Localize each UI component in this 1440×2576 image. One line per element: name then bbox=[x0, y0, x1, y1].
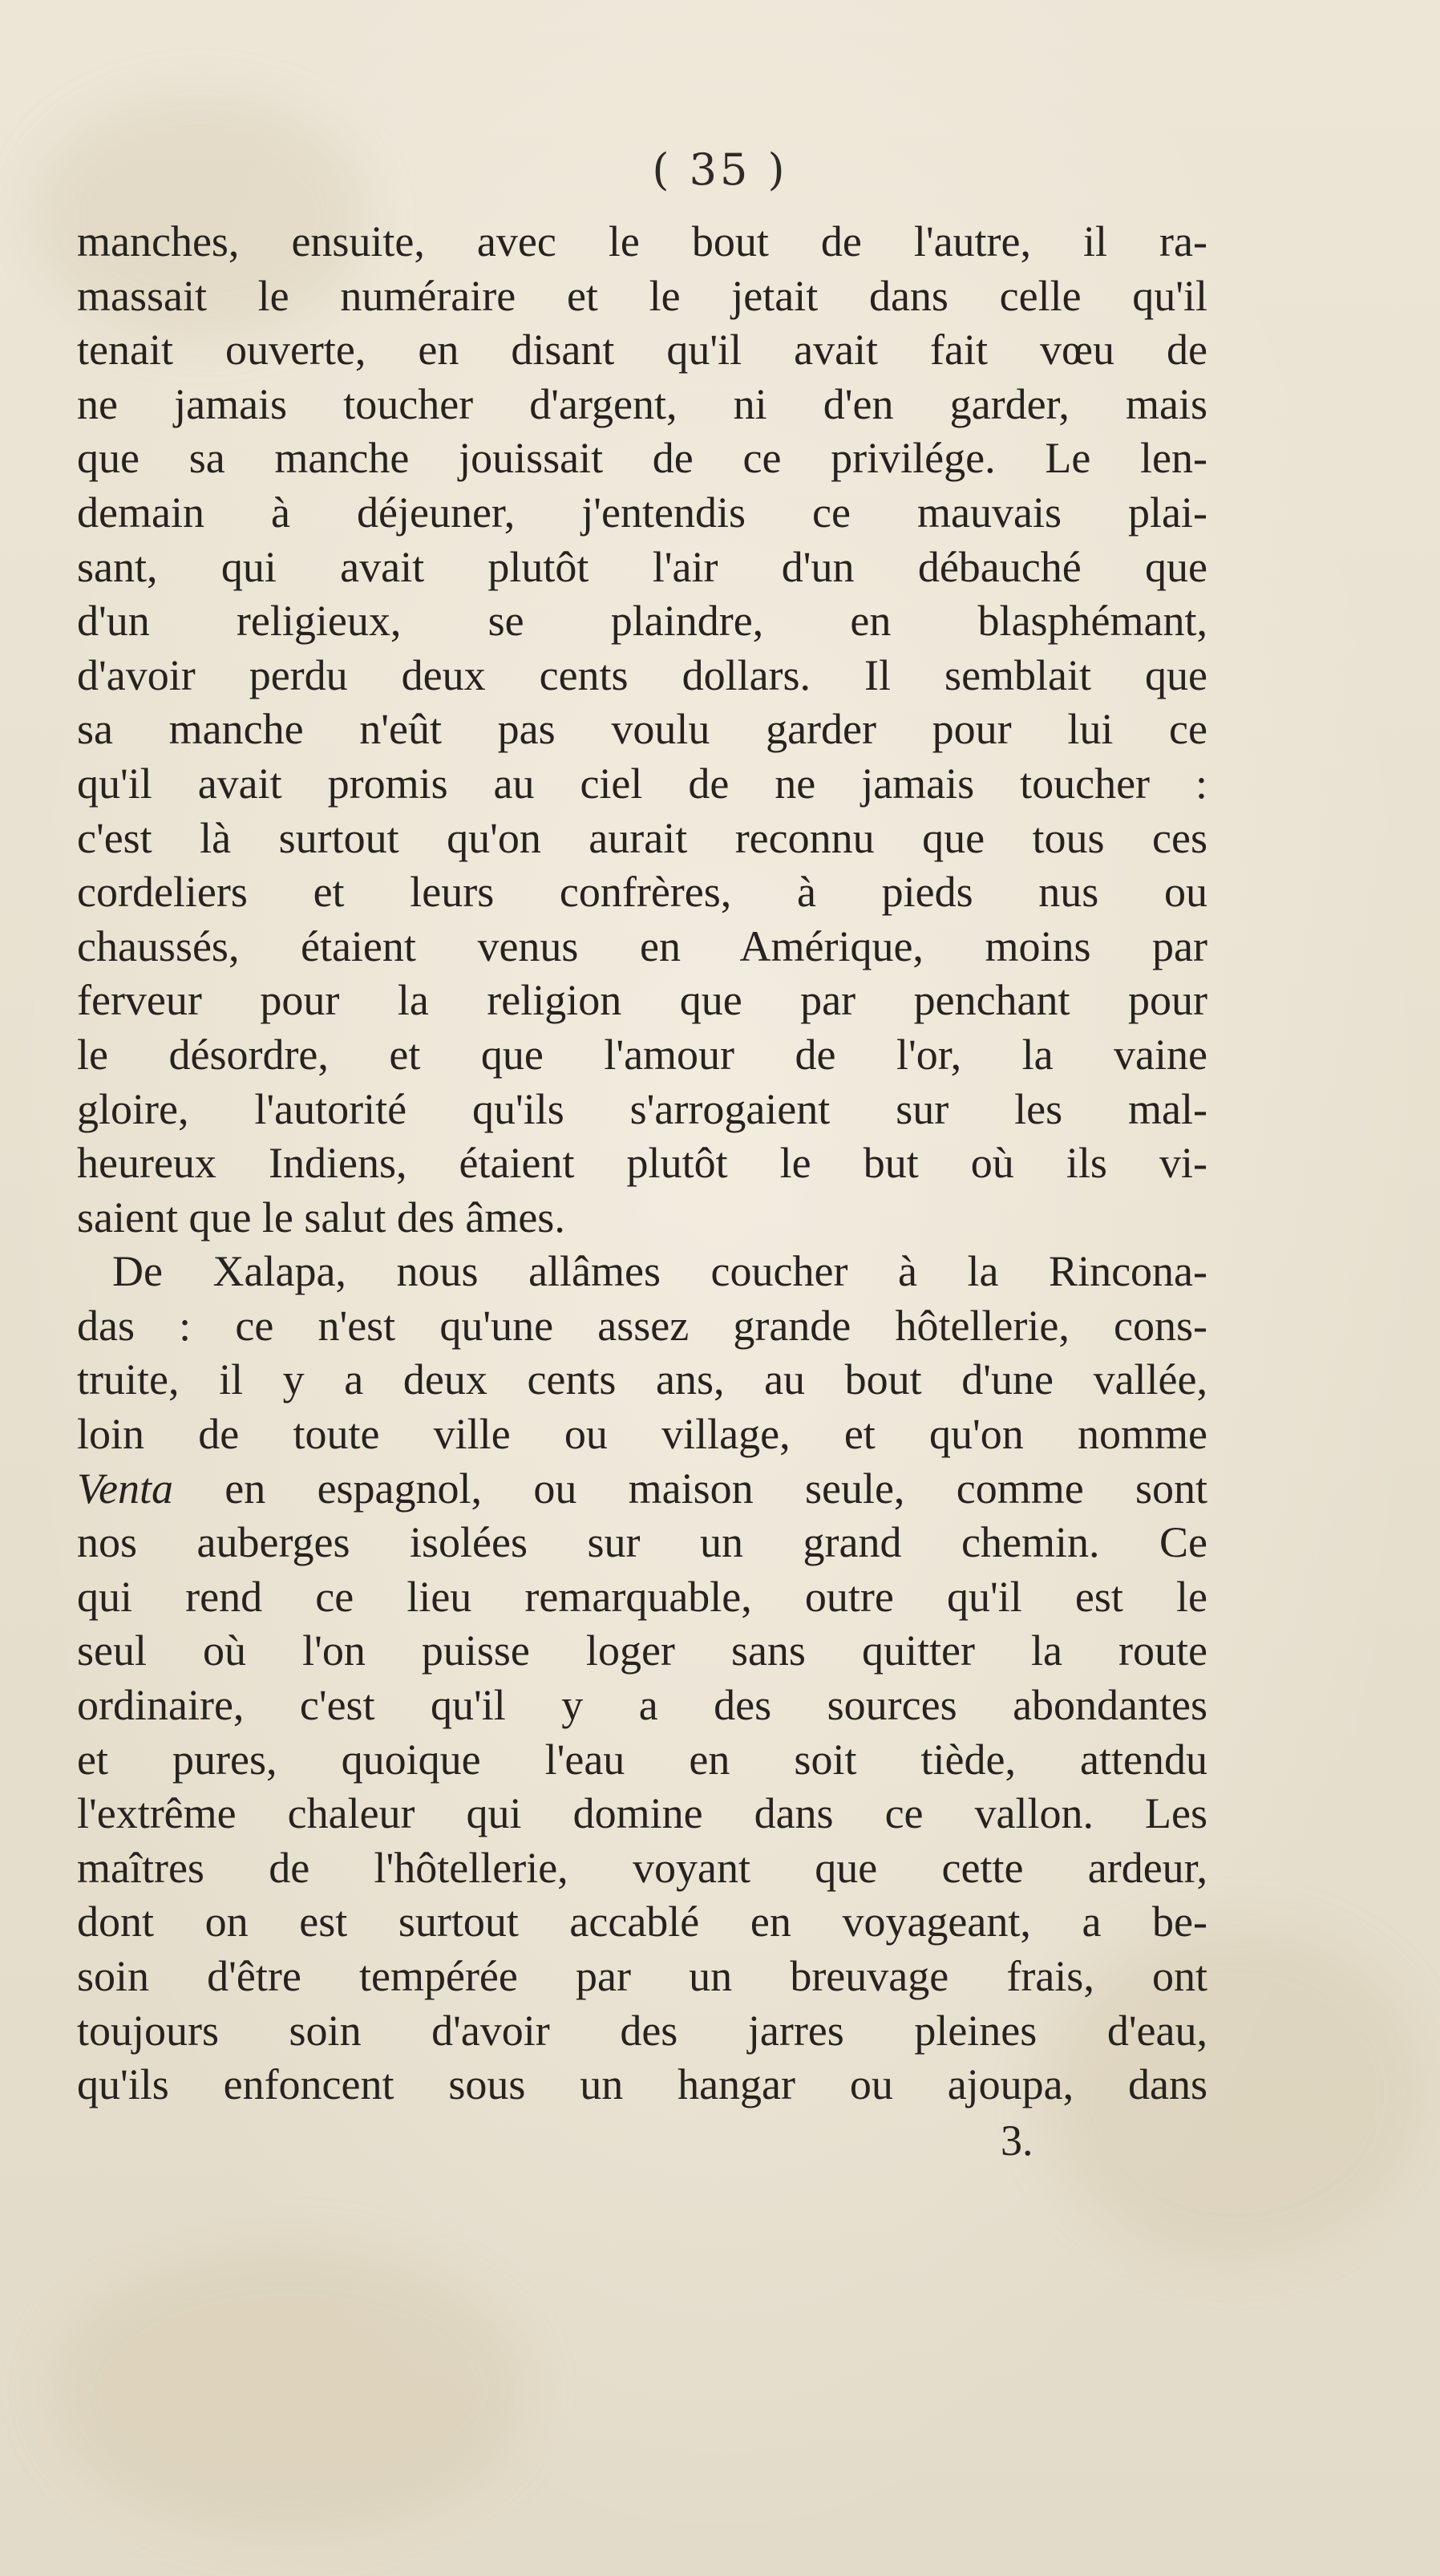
text-line: heureux Indiens, étaient plutôt le but où ils vi- bbox=[77, 1139, 1207, 1188]
text-line: soin d'être tempérée par un breuvage frais, ont bbox=[77, 1952, 1207, 2000]
text-line: c'est là surtout qu'on aurait reconnu que tous ces bbox=[77, 813, 1207, 862]
body-text bbox=[77, 215, 1207, 2112]
text-line: sa manche n'eût pas voulu garder pour lui ce bbox=[77, 705, 1207, 754]
text-line: ferveur pour la religion que par penchant pour bbox=[77, 976, 1207, 1025]
text-line: le désordre, et que l'amour de l'or, la vaine bbox=[77, 1030, 1207, 1079]
page-number-header: ( 35 ) bbox=[652, 144, 788, 195]
text-line: nos auberges isolées sur un grand chemin. Ce bbox=[77, 1518, 1207, 1567]
text-line: manches, ensuite, avec le bout de l'autre, il ra- bbox=[77, 217, 1207, 265]
text-line: toujours soin d'avoir des jarres pleines d'eau, bbox=[77, 2006, 1207, 2055]
text-line: qu'ils enfoncent sous un hangar ou ajoupa, dans bbox=[77, 2060, 1207, 2109]
text-line: maîtres de l'hôtellerie, voyant que cette ardeur, bbox=[77, 1843, 1207, 1892]
text-line: seul où l'on puisse loger sans quitter la route bbox=[77, 1626, 1207, 1675]
text-line: tenait ouverte, en disant qu'il avait fait vœu de bbox=[77, 326, 1207, 375]
text-line: ne jamais toucher d'argent, ni d'en garder, mais bbox=[77, 379, 1207, 428]
signature-mark: 3. bbox=[1001, 2116, 1033, 2165]
text-line bbox=[77, 1462, 1207, 1517]
text-line: loin de toute ville ou village, et qu'on nomme bbox=[77, 1410, 1207, 1459]
text-line: cordeliers et leurs confrères, à pieds nus ou bbox=[77, 868, 1207, 917]
text-line: l'extrême chaleur qui domine dans ce vallon. Les bbox=[77, 1789, 1207, 1838]
paragraph-first-line: De Xalapa, nous allâmes coucher à la Rincona- bbox=[112, 1247, 1207, 1296]
text-line: qu'il avait promis au ciel de ne jamais toucher : bbox=[77, 759, 1207, 808]
text-line: das : ce n'est qu'une assez grande hôtellerie, cons- bbox=[77, 1301, 1207, 1350]
text-line: truite, il y a deux cents ans, au bout d'une vallée, bbox=[77, 1355, 1207, 1404]
text-line: d'avoir perdu deux cents dollars. Il semblait que bbox=[77, 650, 1207, 699]
text-line: massait le numéraire et le jetait dans celle qu'il bbox=[77, 271, 1207, 320]
text-line: gloire, l'autorité qu'ils s'arrogaient sur les mal- bbox=[77, 1084, 1207, 1133]
text-line: qui rend ce lieu remarquable, outre qu'il est le bbox=[77, 1572, 1207, 1621]
text-line-rest: en espagnol, ou maison seule, comme sont bbox=[172, 1464, 1207, 1513]
text-line: demain à déjeuner, j'entendis ce mauvais plai- bbox=[77, 488, 1207, 537]
text-line: sant, qui avait plutôt l'air d'un débauché que bbox=[77, 542, 1207, 591]
text-line: que sa manche jouissait de ce privilége. Le len- bbox=[77, 434, 1207, 483]
text-line: et pures, quoique l'eau en soit tiède, attendu bbox=[77, 1735, 1207, 1784]
text-line: d'un religieux, se plaindre, en blasphémant, bbox=[77, 597, 1207, 646]
text-line: ordinaire, c'est qu'il y a des sources abondantes bbox=[77, 1681, 1207, 1730]
paragraph-last-line: saient que le salut des âmes. bbox=[77, 1193, 565, 1241]
italic-word-venta: Venta bbox=[77, 1464, 173, 1513]
text-line: chaussés, étaient venus en Amérique, moins par bbox=[77, 921, 1207, 970]
paper-stain bbox=[48, 2246, 529, 2534]
text-line: dont on est surtout accablé en voyageant, a be- bbox=[77, 1898, 1207, 1946]
